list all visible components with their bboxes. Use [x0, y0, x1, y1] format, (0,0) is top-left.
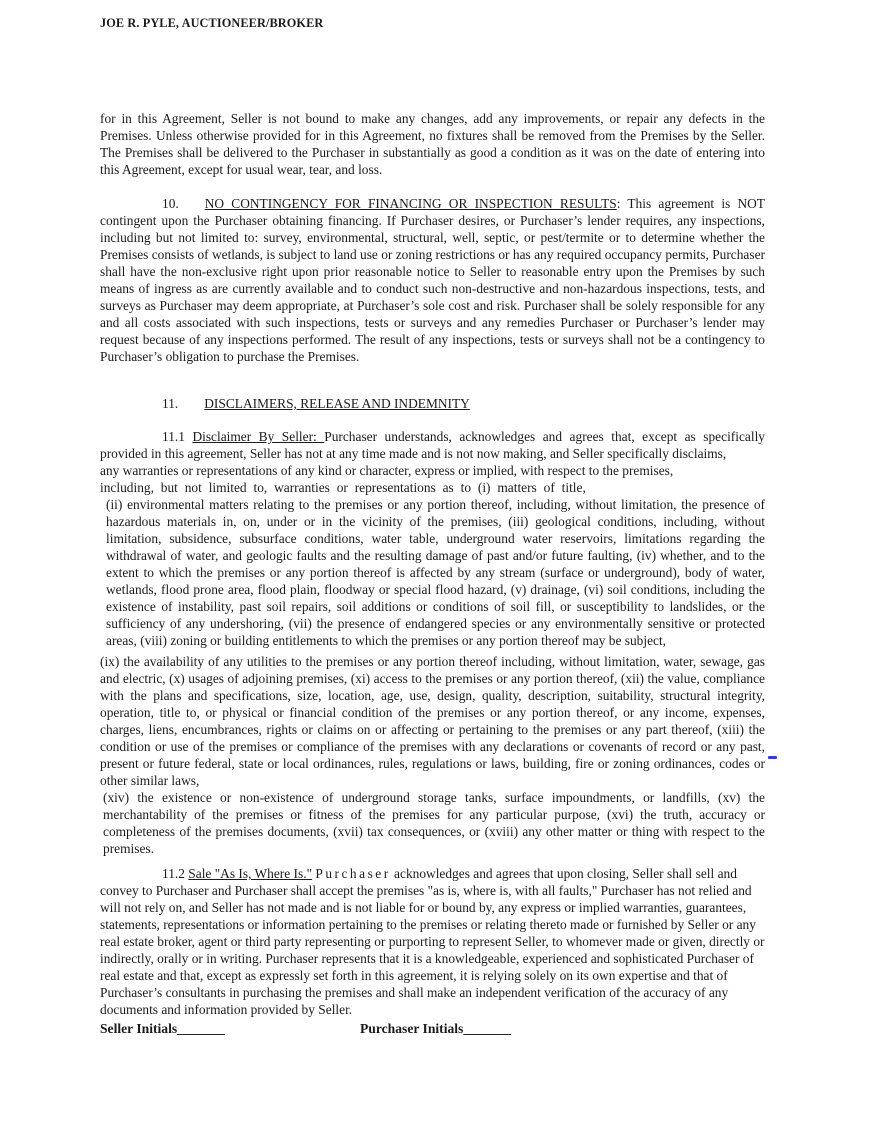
text-run: including, but not limited to, warranties or representations as to (i) matters of title,: [100, 480, 586, 495]
paragraph-intro: [100, 110, 765, 178]
paragraph-clause-ix: [100, 653, 765, 789]
text-run: Disclaimer By Seller:: [192, 429, 325, 444]
purchaser-initials-label: Purchaser Initials: [360, 1021, 464, 1036]
seller-initials-cell: [100, 1020, 360, 1037]
text-run: DISCLAIMERS, RELEASE AND INDEMNITY: [204, 396, 470, 411]
paragraph-disclaimer-by-seller: [100, 428, 765, 496]
text-run: Sale "As Is, Where Is.": [188, 866, 313, 881]
text-run: 10.: [162, 196, 179, 211]
paragraph-clause-xiv: [103, 789, 765, 857]
paragraph-sale-as-is: [100, 865, 765, 1018]
text-run: 11.: [162, 396, 179, 411]
text-run: 11.1: [162, 429, 193, 444]
paragraph-section-10: [100, 195, 765, 365]
document-body: [100, 110, 765, 1018]
text-run: Purchaser: [315, 866, 391, 881]
paragraph-clause-ii: [106, 496, 765, 649]
text-run: for in this Agreement, Seller is not bound to make any changes, add any improvements, or repair any defects in the Premises. Unless otherwise provided for in this Agreement, no fixtures shall be removed from the Premises by the Seller. The Premises shall be delivered to the Purchaser in substantially as good a condition as it was on the date of entering into this Agreement, except for usual wear, tear, and loss.: [100, 111, 765, 177]
margin-annotation-dash: [768, 756, 777, 759]
text-run: acknowledges and agrees that upon closing, Seller shall sell and convey to Purchaser and Purchaser shall accept the premises "as is, where is, with all faults," Purchaser has not relied and will not rely on, and Seller has not made and is not liable for or bound by, any express or implied warranties, guarantees, statements, representations or information pertaining to the premises or relating thereto made or furnished by Seller or any real estate broker, agent or third party representing or purporting to represent Seller, to whomever made or given, directly or indirectly, orally or in writing. Purchaser represents that it is a knowledgeable, experienced and sophisticated Purchaser of real estate and that, except as expressly set forth in this agreement, it is relying solely on its own expertise and that of Purchaser’s consultants in purchasing the premises and shall make an independent verification of the accuracy of any documents and information provided by Seller.: [100, 866, 765, 1017]
text-run: (ix) the availability of any utilities to the premises or any portion thereof including, without limitation, water, sewage, gas and electric, (x) usages of adjoining premises, (xi) access to the premises or any portion thereof, (xii) the value, compliance with the plans and specifications, size, location, age, use, design, quality, description, suitability, structural integrity, operation, title to, or physical or financial condition of the premises or any portion thereof, or any income, expenses, charges, liens, encumbrances, rights or claims on or affecting or pertaining to the premises or any part thereof, (xiii) the condition or use of the premises or compliance of the premises with any declarations or covenants of record or any past, present or future federal, state or local ordinances, rules, regulations or laws, building, fire or zoning ordinances, codes or other similar laws,: [100, 654, 765, 788]
text-run: (ii) environmental matters relating to the premises or any portion thereof, including, without limitation, the presence of hazardous materials in, on, under or in the vicinity of the premises, (iii) geological conditions, including, without limitation, subsidence, subsurface conditions, water table, underground water reservoirs, limitations regarding the withdrawal of water, and geologic faults and the resulting damage of past and/or future faulting, (iv) whether, and to the extent to which the premises or any portion thereof is affected by any stream (surface or underground), body of water, wetlands, flood prone area, flood plain, floodway or special flood hazard, (v) drainage, (vi) soil conditions, including the existence of instability, past soil repairs, soil additions or conditions of soil fill, or susceptibility to landslides, or the sufficiency of any undershoring, (vii) the presence of endangered species or any environmentally sensitive or protected areas, (viii) zoning or building entitlements to which the premises or any portion thereof may be subject,: [106, 497, 765, 648]
initials-row: [100, 1020, 765, 1037]
paragraph-section-11-heading: [100, 395, 765, 412]
seller-initials-blank[interactable]: _______: [177, 1021, 225, 1036]
text-run: NO CONTINGENCY FOR FINANCING OR INSPECTION RESULTS: [204, 196, 617, 211]
purchaser-initials-cell: [360, 1020, 511, 1037]
text-run: any warranties or representations of any kind or character, express or implied, with respect to the premises,: [100, 463, 674, 478]
page-content: [100, 0, 765, 1037]
text-run: Purchaser understands, acknowledges and agrees that, except as specifically provided in this agreement, Seller has not at any time made and is not now making, and Seller specifically disclaims,: [100, 429, 765, 461]
text-run: : This agreement is NOT contingent upon the Purchaser obtaining financing. If Purchaser desires, or Purchaser’s lender requires, any inspections, including but not limited to: survey, environmental, structural, well, septic, or pest/termite or to determine whether the Premises consists of wetlands, is subject to land use or zoning restrictions or has any required occupancy permits, Purchaser shall have the non-exclusive right upon prior reasonable notice to Seller to reasonable entry upon the Premises by such means of ingress as are currently available and to conduct such non-destructive and non-hazardous inspections, tests, and surveys as Purchaser may deem appropriate, at Purchaser’s sole cost and risk. Purchaser shall be solely responsible for any and all costs associated with such inspections, tests or surveys and any remedies Purchaser or Purchaser’s lender may request because of any inspections performed. The result of any inspections, tests or surveys shall not be a contingency to Purchaser’s obligation to purchase the Premises.: [100, 196, 765, 364]
text-run: 11.2: [162, 866, 189, 881]
text-run: (xiv) the existence or non-existence of underground storage tanks, surface impoundments, or landfills, (xv) the merchantability of the premises or fitness of the premises for any particular purpose, (xvi) the truth, accuracy or completeness of the premises documents, (xvii) tax consequences, or (xviii) any other matter or thing with respect to the premises.: [103, 790, 765, 856]
purchaser-initials-blank[interactable]: _______: [463, 1021, 511, 1036]
seller-initials-label: Seller Initials: [100, 1021, 178, 1036]
broker-header: JOE R. PYLE, AUCTIONEER/BROKER: [100, 16, 324, 30]
